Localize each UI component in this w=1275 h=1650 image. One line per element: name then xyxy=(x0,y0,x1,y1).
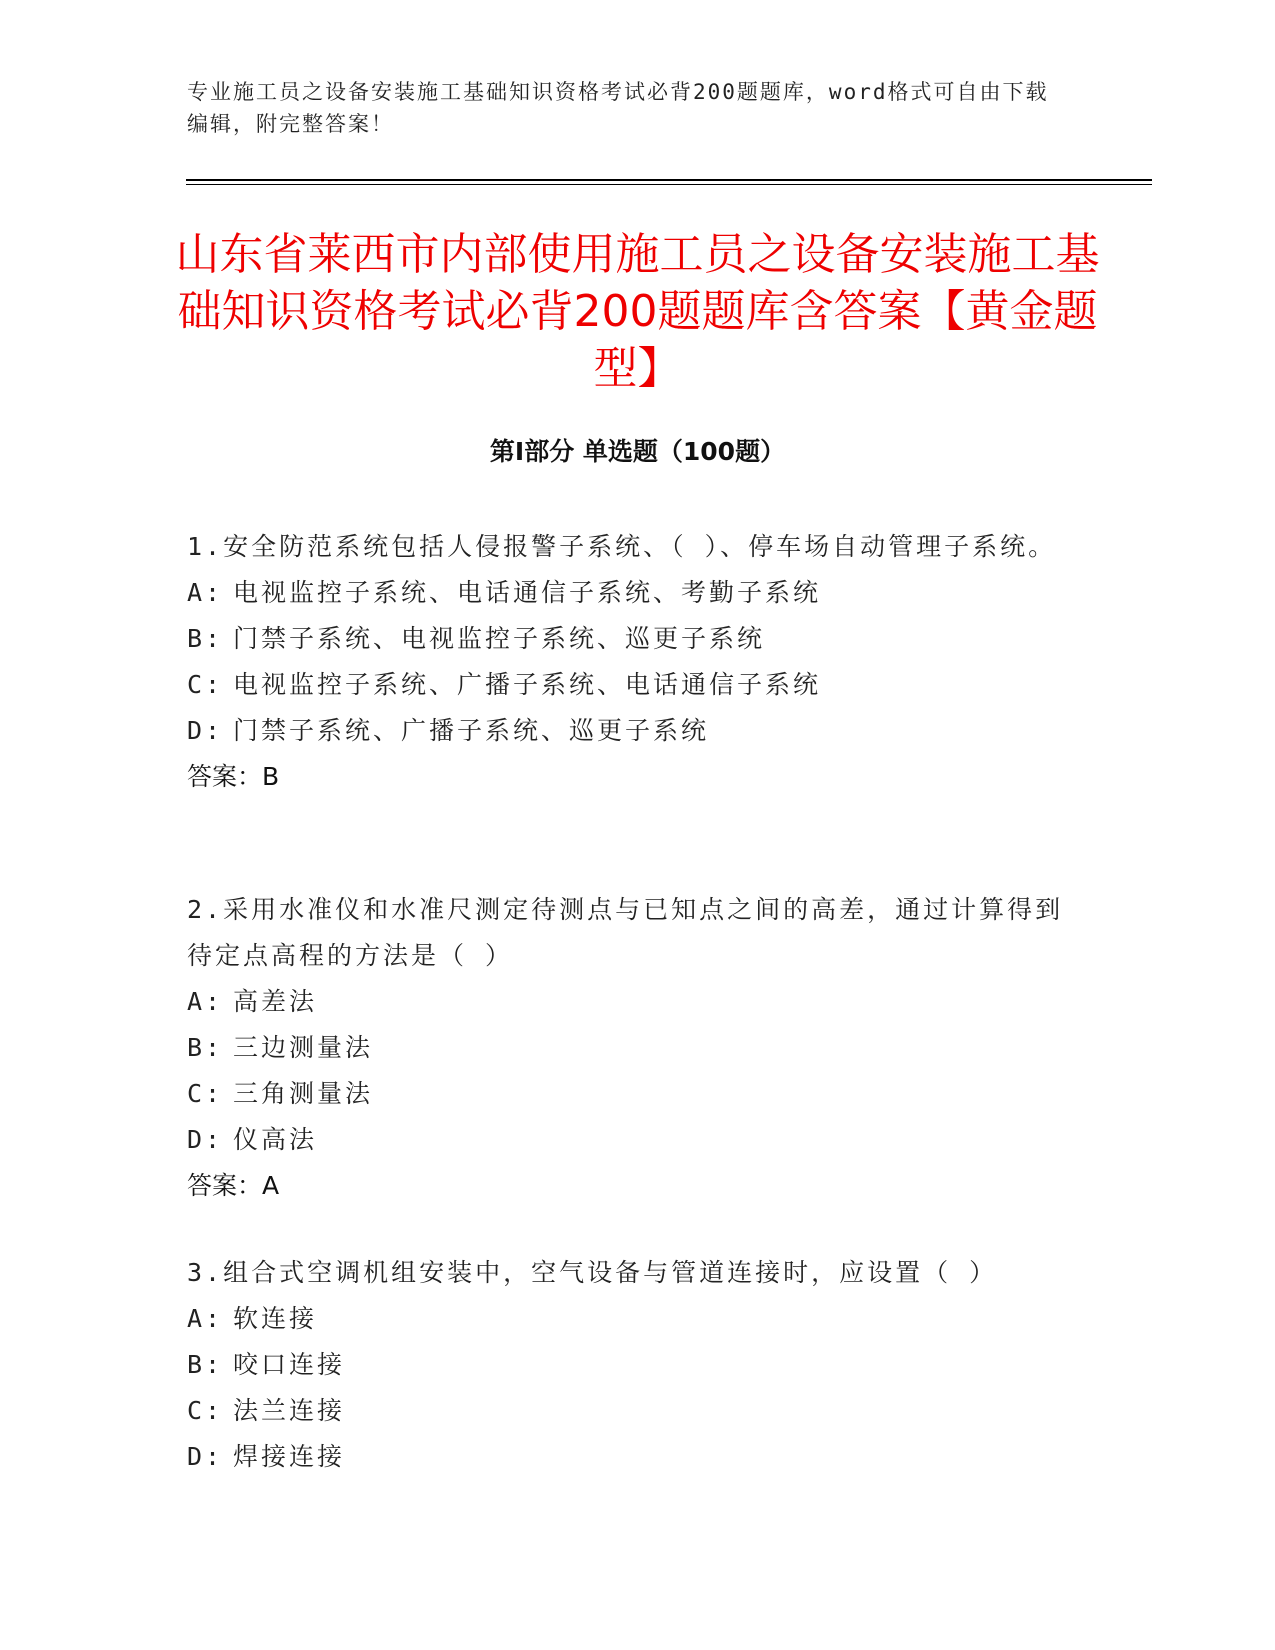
header-note: 专业施工员之设备安装施工基础知识资格考试必背200题题库，word格式可自由下载编辑，附完整答案！ xyxy=(187,80,1049,136)
option-key: B: xyxy=(187,624,224,653)
answer-line: 答案：A xyxy=(187,1171,280,1200)
question-2 xyxy=(187,887,1087,1209)
question-1 xyxy=(187,524,1087,800)
option-key: A: xyxy=(187,987,224,1016)
option-b xyxy=(187,616,1087,662)
option-a xyxy=(187,570,1087,616)
option-key: C: xyxy=(187,1079,224,1108)
question-stem: 2.采用水准仪和水准尺测定待测点与已知点之间的高差，通过计算得到待定点高程的方法是（ ） xyxy=(187,895,1064,970)
option-text: 三角测量法 xyxy=(233,1079,374,1108)
option-text: 咬口连接 xyxy=(233,1350,346,1379)
question-stem: 1.安全防范系统包括人侵报警子系统、（ ）、停车场自动管理子系统。 xyxy=(187,532,1057,561)
option-key: C: xyxy=(187,1396,224,1425)
option-text: 仪高法 xyxy=(233,1125,318,1154)
section-heading: 第Ⅰ部分 单选题（100题） xyxy=(489,437,786,466)
option-key: C: xyxy=(187,670,224,699)
option-b xyxy=(187,1025,1087,1071)
question-3 xyxy=(187,1250,1087,1480)
header-rule-thick xyxy=(186,179,1152,181)
option-text: 三边测量法 xyxy=(233,1033,374,1062)
option-text: 高差法 xyxy=(233,987,318,1016)
option-text: 法兰连接 xyxy=(233,1396,346,1425)
option-text: 焊接连接 xyxy=(233,1442,346,1471)
option-b xyxy=(187,1342,1087,1388)
option-c xyxy=(187,662,1087,708)
option-a xyxy=(187,1296,1087,1342)
option-d xyxy=(187,708,1087,754)
option-key: D: xyxy=(187,1125,224,1154)
option-d xyxy=(187,1117,1087,1163)
option-c xyxy=(187,1388,1087,1434)
option-text: 电视监控子系统、电话通信子系统、考勤子系统 xyxy=(233,578,822,607)
option-text: 电视监控子系统、广播子系统、电话通信子系统 xyxy=(233,670,822,699)
option-d xyxy=(187,1434,1087,1480)
option-text: 门禁子系统、广播子系统、巡更子系统 xyxy=(233,716,710,745)
header-rule-thin xyxy=(186,184,1152,185)
document-title: 山东省莱西市内部使用施工员之设备安装施工基础知识资格考试必背200题题库含答案【黄金题型】 xyxy=(175,229,1100,394)
question-stem: 3.组合式空调机组安装中，空气设备与管道连接时，应设置（ ） xyxy=(187,1258,998,1287)
option-key: B: xyxy=(187,1350,224,1379)
option-key: B: xyxy=(187,1033,224,1062)
option-c xyxy=(187,1071,1087,1117)
option-text: 软连接 xyxy=(233,1304,318,1333)
option-a xyxy=(187,979,1087,1025)
option-key: D: xyxy=(187,1442,224,1471)
option-text: 门禁子系统、电视监控子系统、巡更子系统 xyxy=(233,624,766,653)
option-key: A: xyxy=(187,1304,224,1333)
option-key: A: xyxy=(187,578,224,607)
option-key: D: xyxy=(187,716,224,745)
answer-line: 答案：B xyxy=(187,762,280,791)
